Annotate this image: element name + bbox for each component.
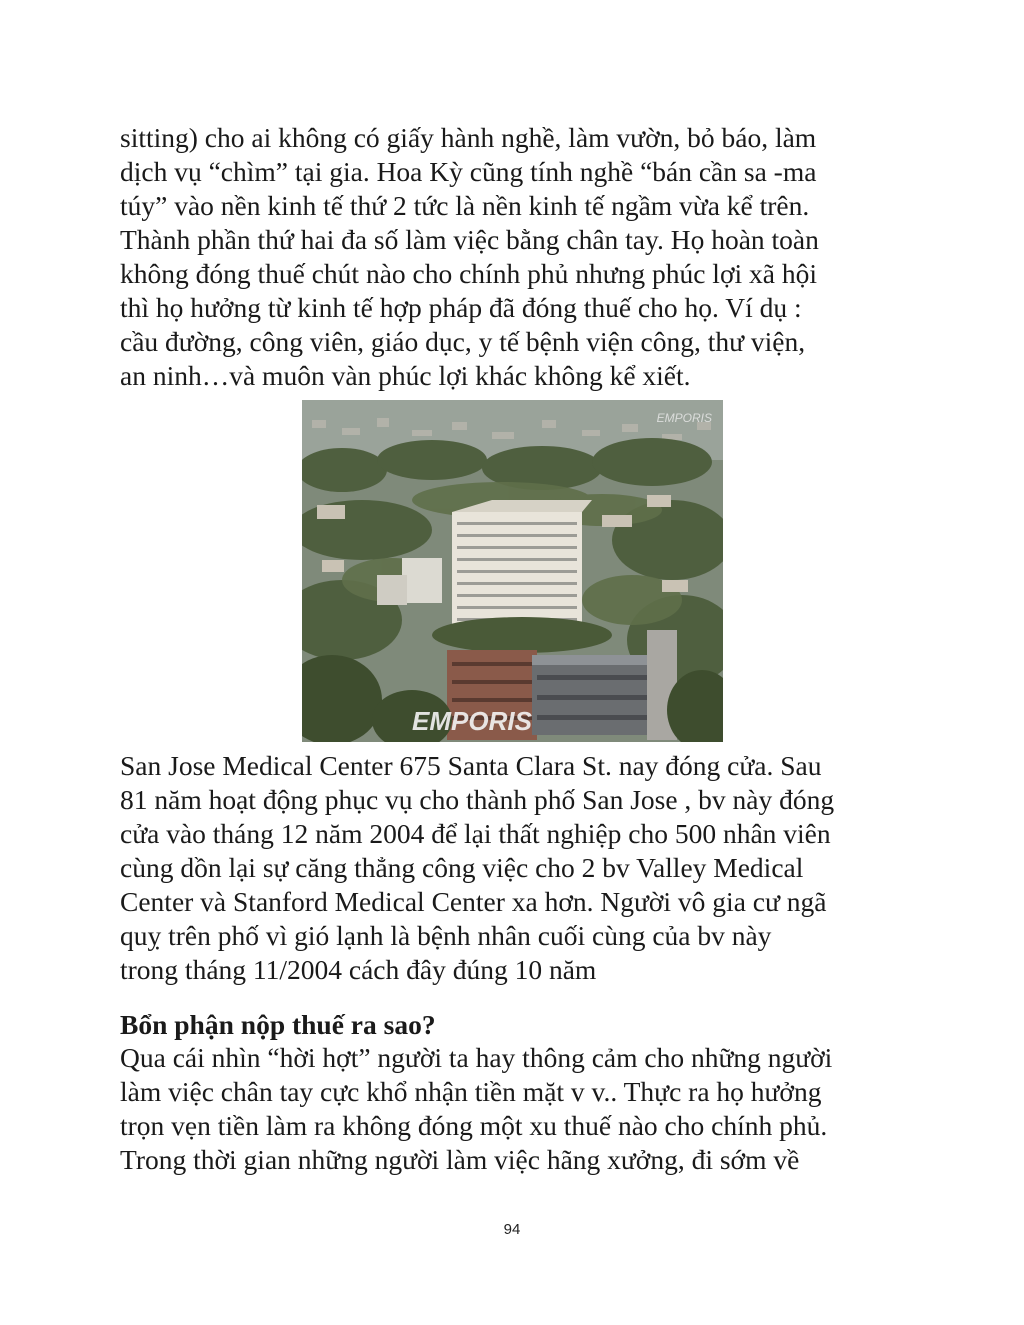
text-line: Thành phần thứ hai đa số làm việc bằng chân tay. Họ hoàn toàn	[120, 224, 819, 255]
text-line: sitting) cho ai không có giấy hành nghề, làm vườn, bỏ báo, làm	[120, 122, 817, 153]
text-line: 81 năm hoạt động phục vụ cho thành phố San Jose , bv này đóng	[120, 784, 835, 815]
text-line: Trong thời gian những người làm việc hãng xưởng, đi sớm về	[120, 1144, 800, 1175]
text-line: dịch vụ “chìm” tại gia. Hoa Kỳ cũng tính nghề “bán cần sa -ma	[120, 156, 817, 187]
paragraph-body	[120, 1041, 920, 1177]
paragraph-intro	[120, 121, 920, 393]
text-line: làm việc chân tay cực khổ nhận tiền mặt v v.. Thực ra họ hưởng	[120, 1076, 822, 1107]
text-line: cầu đường, công viên, giáo dục, y tế bệnh viện công, thư viện,	[120, 326, 806, 357]
paragraph-caption	[120, 749, 920, 987]
text-line: Qua cái nhìn “hời hợt” người ta hay thông cảm cho những người	[120, 1042, 833, 1073]
text-line: trong tháng 11/2004 cách đây đúng 10 năm	[120, 954, 597, 985]
text-line: quỵ trên phố vì gió lạnh là bệnh nhân cuối cùng của bv này	[120, 920, 772, 951]
text-line: Center và Stanford Medical Center xa hơn. Người vô gia cư ngã	[120, 886, 827, 917]
text-line: San Jose Medical Center 675 Santa Clara St. nay đóng cửa. Sau	[120, 750, 822, 781]
page-number: 94	[503, 1221, 521, 1238]
watermark-bottom: EMPORIS	[412, 706, 532, 736]
hospital-photo	[302, 400, 723, 742]
text-line: thì họ hưởng từ kinh tế hợp pháp đã đóng thuế cho họ. Ví dụ :	[120, 292, 802, 323]
section-heading: Bổn phận nộp thuế ra sao?	[120, 1009, 436, 1040]
text-line: trọn vẹn tiền làm ra không đóng một xu thuế nào cho chính phủ.	[120, 1110, 828, 1141]
text-line: an ninh…và muôn vàn phúc lợi khác không kể xiết.	[120, 360, 691, 391]
text-line: cửa vào tháng 12 năm 2004 để lại thất nghiệp cho 500 nhân viên	[120, 818, 831, 849]
text-line: túy” vào nền kinh tế thứ 2 tức là nền kinh tế ngầm vừa kể trên.	[120, 190, 810, 221]
watermark-top: EMPORIS	[656, 411, 712, 425]
text-line: cùng dồn lại sự căng thẳng công việc cho 2 bv Valley Medical	[120, 852, 804, 883]
text-line: không đóng thuế chút nào cho chính phủ nhưng phúc lợi xã hội	[120, 258, 817, 289]
